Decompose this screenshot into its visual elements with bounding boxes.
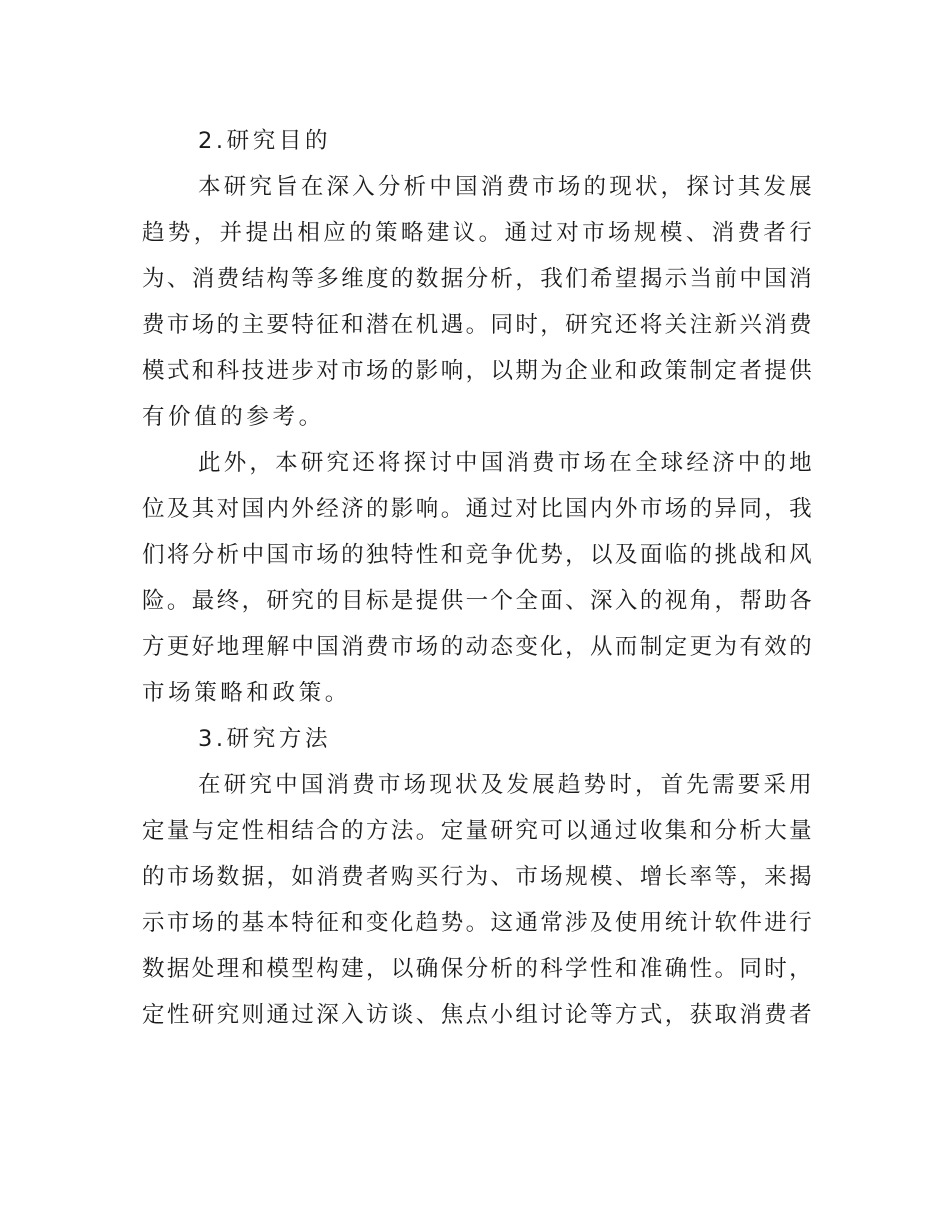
paragraph-line: 定 性 研 究 则 通 过 深 入 访 谈 、 焦 点 小 组 讨 论 等 方 式 ， 获 取 消 费 者: [142, 1002, 812, 1028]
paragraph-line: 位 及 其 对 国 内 外 经 济 的 影 响 。 通 过 对 比 国 内 外 市 场 的 异 同 ， 我: [142, 496, 812, 522]
paragraph-line: 市场策略和政策。: [142, 680, 351, 706]
paragraph-line: 为 、 消 费 结 构 等 多 维 度 的 数 据 分 析 ， 我 们 希 望 揭 示 当 前 中 国 消: [142, 266, 812, 292]
section-heading-purpose: 2.研究目的: [198, 128, 332, 154]
document-body: [142, 118, 812, 1038]
paragraph-line: 方 更 好 地 理 解 中 国 消 费 市 场 的 动 态 变 化 ， 从 而 制 定 更 为 有 效 的: [142, 634, 812, 660]
paragraph-line: 数 据 处 理 和 模 型 构 建 ， 以 确 保 分 析 的 科 学 性 和 准 确 性 。 同 时 ，: [142, 956, 812, 982]
paragraph-line: 示 市 场 的 基 本 特 征 和 变 化 趋 势 。 这 通 常 涉 及 使 用 统 计 软 件 进 行: [142, 910, 812, 936]
paragraph-line: 此 外 ， 本 研 究 还 将 探 讨 中 国 消 费 市 场 在 全 球 经 济 中 的 地: [198, 450, 812, 476]
paragraph-line: 本 研 究 旨 在 深 入 分 析 中 国 消 费 市 场 的 现 状 ， 探 讨 其 发 展: [198, 174, 812, 200]
paragraph-line: 的 市 场 数 据 ， 如 消 费 者 购 买 行 为 、 市 场 规 模 、 增 长 率 等 ， 来 揭: [142, 864, 812, 890]
paragraph-line: 定 量 与 定 性 相 结 合 的 方 法 。 定 量 研 究 可 以 通 过 收 集 和 分 析 大 量: [142, 818, 812, 844]
paragraph-line: 险 。 最 终 ， 研 究 的 目 标 是 提 供 一 个 全 面 、 深 入 的 视 角 ， 帮 助 各: [142, 588, 812, 614]
paragraph-line: 趋 势 ， 并 提 出 相 应 的 策 略 建 议 。 通 过 对 市 场 规 模 、 消 费 者 行: [142, 220, 812, 246]
paragraph-line: 在 研 究 中 国 消 费 市 场 现 状 及 发 展 趋 势 时 ， 首 先 需 要 采 用: [198, 772, 812, 798]
paragraph-line: 费 市 场 的 主 要 特 征 和 潜 在 机 遇 。 同 时 ， 研 究 还 将 关 注 新 兴 消 费: [142, 312, 812, 338]
paragraph-line: 们 将 分 析 中 国 市 场 的 独 特 性 和 竞 争 优 势 ， 以 及 面 临 的 挑 战 和 风: [142, 542, 812, 568]
section-heading-method: 3.研究方法: [198, 726, 332, 752]
paragraph-line: 模 式 和 科 技 进 步 对 市 场 的 影 响 ， 以 期 为 企 业 和 政 策 制 定 者 提 供: [142, 358, 812, 384]
paragraph-line: 有价值的参考。: [142, 404, 325, 430]
